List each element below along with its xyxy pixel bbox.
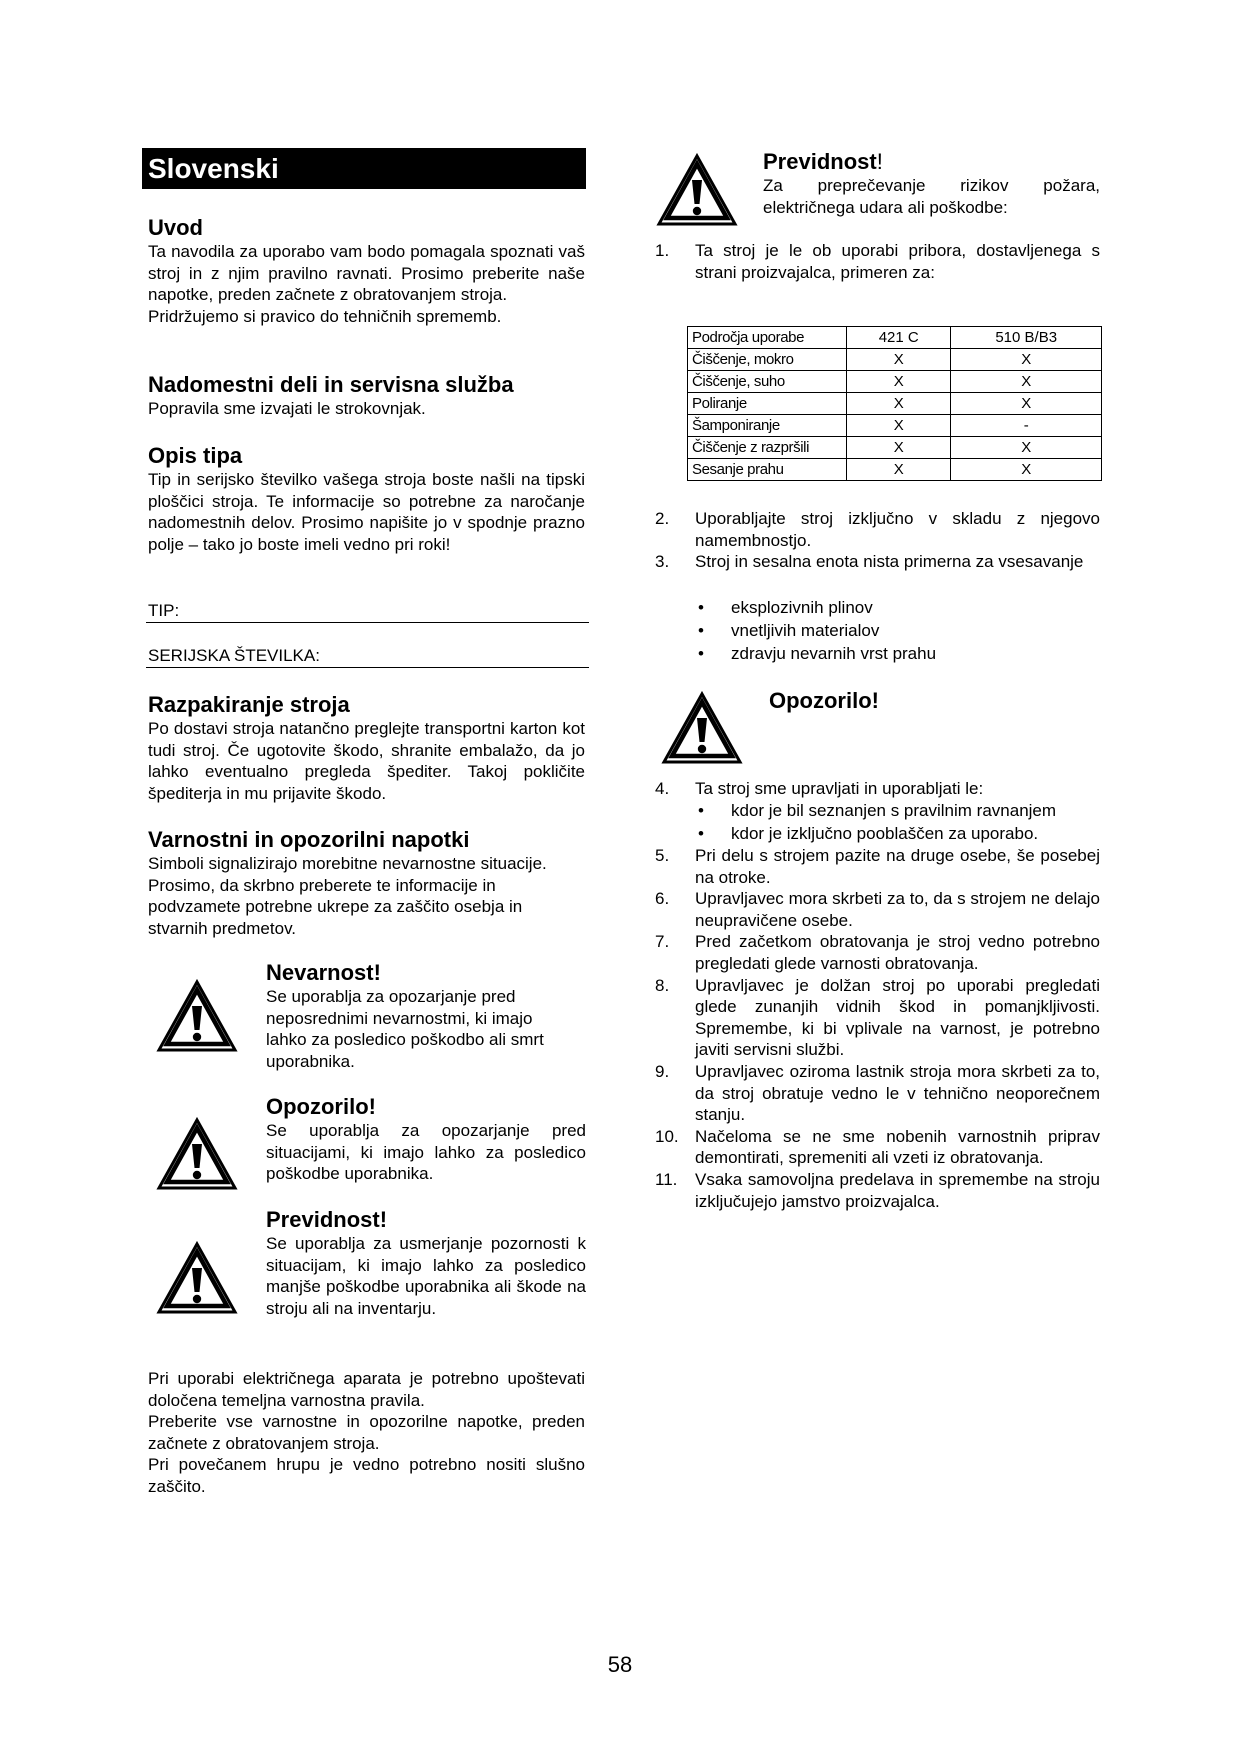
table-cell: X — [951, 371, 1102, 393]
item-number: 1. — [655, 241, 670, 260]
list-item: • vnetljivih materialov — [655, 620, 1100, 643]
items-5-11 — [655, 845, 1100, 1212]
item-text: Pred začetkom obratovanja je stroj vedno potrebno pregledati glede varnosti obratovanja. — [695, 932, 1100, 973]
item-number: 11. — [655, 1169, 678, 1189]
item-number: 3. — [655, 552, 670, 572]
item-text: Ta stroj sme upravljati in uporabljati le: — [695, 779, 984, 798]
item-text: Ta stroj je le ob uporabi pribora, dostavljenega s strani proizvajalca, primeren za: — [695, 241, 1100, 282]
warning-block — [266, 1094, 586, 1185]
spares-text: Popravila sme izvajati le strokovnjak. — [148, 399, 426, 418]
safety-section — [148, 827, 585, 939]
unpacking-heading: Razpakiranje stroja — [148, 692, 350, 717]
item-number: 10. — [655, 1126, 679, 1146]
type-text: Tip in serijsko številko vašega stroja boste našli na tipski ploščici stroja. Te informacije so potrebne za naročanje nadomestnih delov. Prosimo napišite jo v spodnje prazno polje – tako jo boste imeli vedno pri roki! — [148, 470, 585, 554]
table-cell: X — [951, 437, 1102, 459]
table-row — [688, 349, 1102, 371]
safety-heading: Varnostni in opozorilni napotki — [148, 827, 470, 852]
item-text: Vsaka samovoljna predelava in spremembe na stroju izključujejo jamstvo proizvajalca. — [695, 1169, 1100, 1211]
closing-text-2: Preberite vse varnostne in opozorilne napotke, preden začnete z obratovanjem stroja. — [148, 1412, 585, 1453]
table-cell: Čiščenje, mokro — [688, 349, 847, 371]
warning-icon — [155, 1116, 239, 1192]
item-11 — [655, 1169, 1100, 1212]
closing-text-1: Pri uporabi električnega aparata je potrebno upoštevati določena temeljna varnostna pravila. — [148, 1369, 585, 1410]
item-1 — [655, 240, 1100, 283]
table-row — [688, 371, 1102, 393]
table-header-row — [688, 327, 1102, 349]
danger-warning-icon — [155, 978, 239, 1054]
item-text: Upravljavec je dolžan stroj po uporabi pregledati glede zunanjih vidnih škod in pomanjkljivosti. Spremembe, ki bi vplivale na varnost, je potrebno javiti servisni službi. — [695, 975, 1100, 1060]
list-item: • kdor je bil seznanjen s pravilnim ravnanjem — [655, 800, 1100, 823]
item-6 — [655, 888, 1100, 931]
item-5 — [655, 845, 1100, 888]
table-cell: Sesanje prahu — [688, 459, 847, 481]
caution-top-title — [763, 149, 1100, 175]
list-item: • kdor je izključno pooblaščen za uporabo. — [655, 823, 1100, 846]
table-row — [688, 459, 1102, 481]
caution-text: Se uporablja za usmerjanje pozornosti k situacijam, ki imajo lahko za posledico manjše poškodbe uporabnika ali škode na stroju ali na inventarju. — [266, 1234, 586, 1318]
table-cell: - — [951, 415, 1102, 437]
item-text: Stroj in sesalna enota nista primerna za vsesavanje — [695, 552, 1084, 572]
danger-text: Se uporablja za opozarjanje pred neposrednimi nevarnostmi, ki imajo lahko za posledico poškodbo ali smrt uporabnika. — [266, 987, 544, 1071]
danger-title: Nevarnost! — [266, 960, 381, 985]
table-cell: X — [951, 349, 1102, 371]
table-cell: Čiščenje, suho — [688, 371, 847, 393]
table-row — [688, 393, 1102, 415]
serial-field[interactable]: SERIJSKA ŠTEVILKA: — [146, 645, 589, 668]
caution-top-title-mark: ! — [876, 149, 883, 174]
item-2 — [655, 508, 1100, 551]
intro-text-2: Pridržujemo si pravico do tehničnih sprememb. — [148, 306, 502, 326]
table-cell: X — [951, 459, 1102, 481]
item-9 — [655, 1061, 1100, 1126]
caution-top-text: Za preprečevanje rizikov požara, električnega udara ali poškodbe: — [763, 176, 1100, 217]
table-row — [688, 437, 1102, 459]
usage-table — [687, 326, 1102, 481]
table-cell: X — [847, 415, 951, 437]
table-row — [688, 415, 1102, 437]
unpacking-section — [148, 692, 585, 804]
type-field[interactable]: TIP: — [146, 600, 589, 623]
item-10 — [655, 1126, 1100, 1169]
items-2-3 — [655, 508, 1100, 573]
warning-text: Se uporablja za opozarjanje pred situacijami, ki imajo lahko za posledico poškodbe uporabnika. — [266, 1121, 586, 1184]
warning-title: Opozorilo! — [266, 1094, 376, 1119]
item-3-bullets — [655, 597, 1100, 665]
table-cell: X — [847, 393, 951, 415]
caution-block — [266, 1207, 586, 1319]
caution-top-icon — [655, 150, 739, 230]
item-number: 9. — [655, 1061, 670, 1081]
closing-section — [148, 1368, 585, 1498]
item-3 — [655, 551, 1100, 573]
table-cell: X — [847, 349, 951, 371]
caution-top-title-text: Previdnost — [763, 149, 877, 174]
caution-title: Previdnost! — [266, 1207, 388, 1232]
item-8 — [655, 975, 1100, 1061]
spares-heading: Nadomestni deli in servisna služba — [148, 372, 514, 397]
warning-right-title: Opozorilo! — [769, 688, 879, 713]
item-number: 2. — [655, 509, 670, 528]
danger-block — [266, 960, 586, 1072]
intro-text: Ta navodila za uporabo vam bodo pomagala spoznati vaš stroj in z njim pravilno ravnati. Prosimo preberite naše napotke, preden začnete z obratovanjem stroja. — [148, 242, 585, 305]
item-text: Upravljavec oziroma lastnik stroja mora skrbeti za to, da stroj obratuje vedno le v tehnično neoporečnem stanju. — [695, 1061, 1100, 1125]
list-item: • eksplozivnih plinov — [655, 597, 1100, 620]
table-header-cell: Področja uporabe — [688, 327, 847, 349]
warning-right-icon — [660, 690, 744, 766]
list-item: • zdravju nevarnih vrst prahu — [655, 643, 1100, 666]
item-4 — [655, 778, 1100, 800]
item-number: 4. — [655, 779, 670, 798]
item-text: Pri delu s strojem pazite na druge osebe, še posebej na otroke. — [695, 846, 1100, 887]
intro-section — [148, 215, 585, 327]
table-cell: X — [951, 393, 1102, 415]
item-number: 7. — [655, 932, 670, 952]
item-4-bullets — [655, 800, 1100, 846]
caution-top-block — [763, 149, 1100, 218]
table-cell: Čiščenje z razpršili — [688, 437, 847, 459]
table-cell: Šamponiranje — [688, 415, 847, 437]
intro-heading: Uvod — [148, 215, 203, 240]
type-section — [148, 443, 585, 555]
caution-icon — [155, 1240, 239, 1316]
unpacking-text: Po dostavi stroja natančno preglejte transportni karton kot tudi stroj. Če ugotovite škodo, shranite embalažo, da jo lahko eventualno pregleda špediter. Takoj pokličite špediterja in mu prijavite škodo. — [148, 719, 585, 803]
table-cell: X — [847, 371, 951, 393]
safety-text: Simboli signalizirajo morebitne nevarnostne situacije. Prosimo, da skrbno preberete te informacije in podvzamete potrebne ukrepe za zaščito osebja in stvarnih predmetov. — [148, 854, 547, 938]
item-7 — [655, 931, 1100, 974]
table-cell: X — [847, 459, 951, 481]
table-cell: X — [847, 437, 951, 459]
item-number: 5. — [655, 846, 670, 865]
item-text: Upravljavec mora skrbeti za to, da s strojem ne delajo neupravičene osebe. — [695, 889, 1100, 930]
type-heading: Opis tipa — [148, 443, 243, 468]
closing-text-3: Pri povečanem hrupu je vedno potrebno nositi slušno zaščito. — [148, 1455, 585, 1496]
language-banner: Slovenski — [142, 148, 586, 189]
item-number: 8. — [655, 975, 670, 995]
table-header-cell: 510 B/B3 — [951, 327, 1102, 349]
item-text: Uporabljajte stroj izključno v skladu z njegovo namembnostjo. — [695, 509, 1100, 550]
page-number: 58 — [607, 1652, 633, 1677]
item-number: 6. — [655, 889, 670, 909]
item-text: Načeloma se ne sme nobenih varnostnih priprav demontirati, spremeniti ali vzeti iz obratovanja. — [695, 1126, 1100, 1168]
table-header-cell: 421 C — [847, 327, 951, 349]
table-cell: Poliranje — [688, 393, 847, 415]
spares-section — [148, 372, 585, 420]
